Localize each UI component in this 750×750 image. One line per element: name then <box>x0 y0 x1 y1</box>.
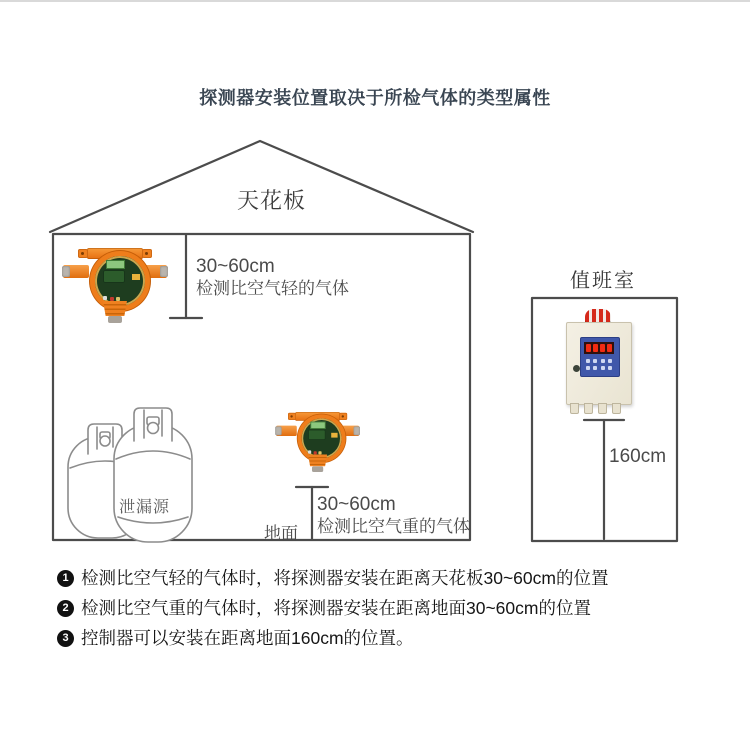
detector-side-port <box>276 426 297 436</box>
port-cap <box>275 426 281 435</box>
gas-alarm-controller <box>566 309 630 413</box>
ceiling-distance-desc: 检测比空气轻的气体 <box>196 279 349 298</box>
gas-detector-ceiling <box>63 248 167 324</box>
controller-height-label: 160cm <box>609 446 667 467</box>
gas-cylinder-front <box>114 425 192 542</box>
detector-sensor-neck <box>102 301 128 316</box>
detector-sensor-neck <box>307 454 328 466</box>
controller-height-dimension-line <box>584 420 624 539</box>
gas-detector-floor <box>276 412 359 473</box>
pcb-chip <box>132 274 140 280</box>
pcb-label <box>106 260 125 269</box>
led-display <box>584 342 614 354</box>
detector-sensor-tip <box>312 466 323 472</box>
pcb-components <box>103 270 125 283</box>
detector-side-port <box>63 265 89 278</box>
ground-label: 地面 <box>264 524 298 543</box>
floor-distance-value: 30~60cm <box>317 494 396 515</box>
page-title: 探测器安装位置取决于所检气体的类型属性 <box>199 88 551 108</box>
controller-front-panel <box>580 337 620 377</box>
floor-distance-annotation <box>317 494 470 537</box>
note-row-2 <box>57 598 707 620</box>
controller-buttons <box>584 357 614 372</box>
leak-source-label: 泄漏源 <box>119 499 171 516</box>
note-row-3 <box>57 628 707 650</box>
note-text: 检测比空气轻的气体时，将探测器安装在距离天花板30~60cm的位置 <box>81 568 609 588</box>
pcb-chip <box>331 433 337 438</box>
detector-sensor-tip <box>108 316 122 323</box>
detector-mount-screw <box>288 413 296 420</box>
note-text: 控制器可以安装在距离地面160cm的位置。 <box>81 627 414 648</box>
controller-enclosure <box>566 322 632 405</box>
detector-mount-screw <box>339 413 347 420</box>
installation-notes <box>57 568 707 658</box>
floor-distance-desc: 检测比空气重的气体 <box>317 517 470 536</box>
ceiling-label: 天花板 <box>237 188 307 213</box>
note-number-badge: 1 <box>57 570 74 587</box>
port-cap <box>354 426 360 435</box>
pcb-label <box>310 422 325 429</box>
note-number-badge: 2 <box>57 600 74 617</box>
controller-cable-glands <box>566 403 630 413</box>
note-text: 检测比空气重的气体时，将探测器安装在距离地面30~60cm的位置 <box>81 597 591 618</box>
port-cap <box>160 266 168 277</box>
note-row-1 <box>57 568 707 590</box>
controller-knob <box>573 365 580 372</box>
detector-mount-screw <box>78 249 88 258</box>
detector-mount-screw <box>142 249 152 258</box>
pcb-components <box>308 430 326 440</box>
ceiling-distance-value: 30~60cm <box>196 256 275 277</box>
port-cap <box>62 266 70 277</box>
duty-room-label: 值班室 <box>570 270 636 292</box>
gas-cylinders <box>68 408 192 542</box>
note-number-badge: 3 <box>57 630 74 647</box>
ceiling-distance-annotation <box>196 256 349 299</box>
